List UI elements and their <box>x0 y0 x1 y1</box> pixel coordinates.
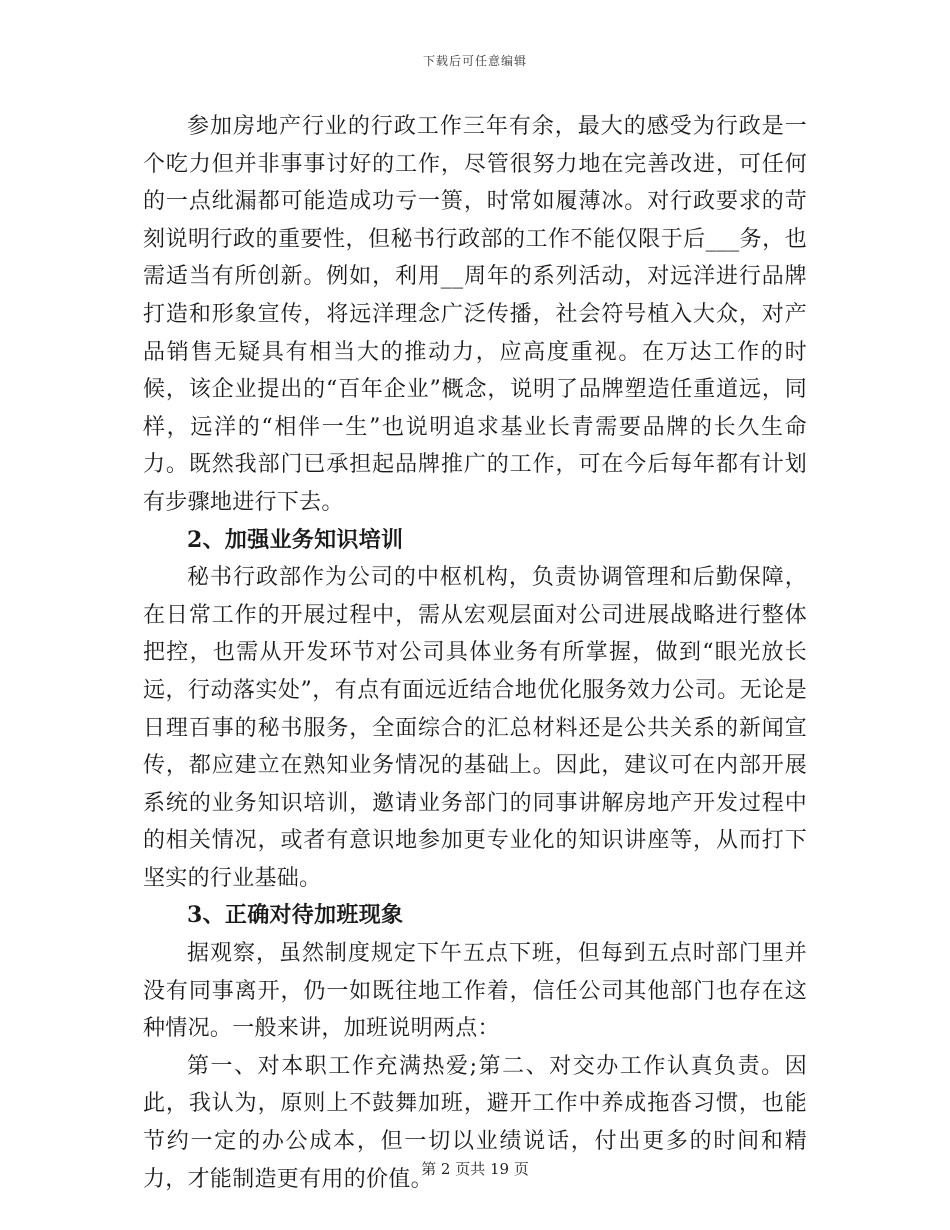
paragraph-overtime-observation: 据观察，虽然制度规定下午五点下班，但每到五点时部门里并没有同事离开，仍一如既往地工作着，信任公司其他部门也存在这种情况。一般来讲，加班说明两点： <box>143 941 807 1042</box>
document-body <box>143 108 807 1198</box>
paragraph-brand-building: 参加房地产行业的行政工作三年有余，最大的感受为行政是一个吃力但并非事事讨好的工作，尽管很努力地在完善改进，可任何的一点纰漏都可能造成功亏一篑，时常如履薄冰。对行政要求的苛刻说明行政的重要性，但秘书行政部的工作不能仅限于后___务，也需适当有所创新。例如，利用__周年的系列活动，对远洋进行品牌打造和形象宣传，将远洋理念广泛传播，社会符号植入大众，对产品销售无疑具有相当大的推动力，应高度重视。在万达工作的时候，该企业提出的“百年企业”概念，说明了品牌塑造任重道远，同样，远洋的“相伴一生”也说明追求基业长青需要品牌的长久生命力。既然我部门已承担起品牌推广的工作，可在今后每年都有计划有步骤地进行下去。 <box>143 114 807 515</box>
paragraph-overtime-conclusion: 第一、对本职工作充满热爱;第二、对交办工作认真负责。因此，我认为，原则上不鼓舞加班，避开工作中养成拖沓习惯，也能节约一定的办公成本，但一切以业绩说话，付出更多的时间和精力，才能制造更有用的价值。 <box>143 1053 807 1192</box>
paragraph-business-training: 秘书行政部作为公司的中枢机构，负责协调管理和后勤保障，在日常工作的开展过程中，需从宏观层面对公司进展战略进行整体把控，也需从开发环节对公司具体业务有所掌握，做到“眼光放长远，行动落实处”，有点有面远近结合地优化服务效力公司。无论是日理百事的秘书服务，全面综合的汇总材料还是公共关系的新闻宣传，都应建立在熟知业务情况的基础上。因此，建议可在内部开展系统的业务知识培训，邀请业务部门的同事讲解房地产开发过程中的相关情况，或者有意识地参加更专业化的知识讲座等，从而打下坚实的行业基础。 <box>143 565 807 891</box>
section-heading-business-training: 2、加强业务知识培训 <box>187 526 404 553</box>
section-heading-overtime: 3、正确对待加班现象 <box>187 902 404 929</box>
page-header-note: 下载后可任意编辑 <box>422 54 527 68</box>
page-number: 第 2 页共 19 页 <box>421 1160 529 1178</box>
